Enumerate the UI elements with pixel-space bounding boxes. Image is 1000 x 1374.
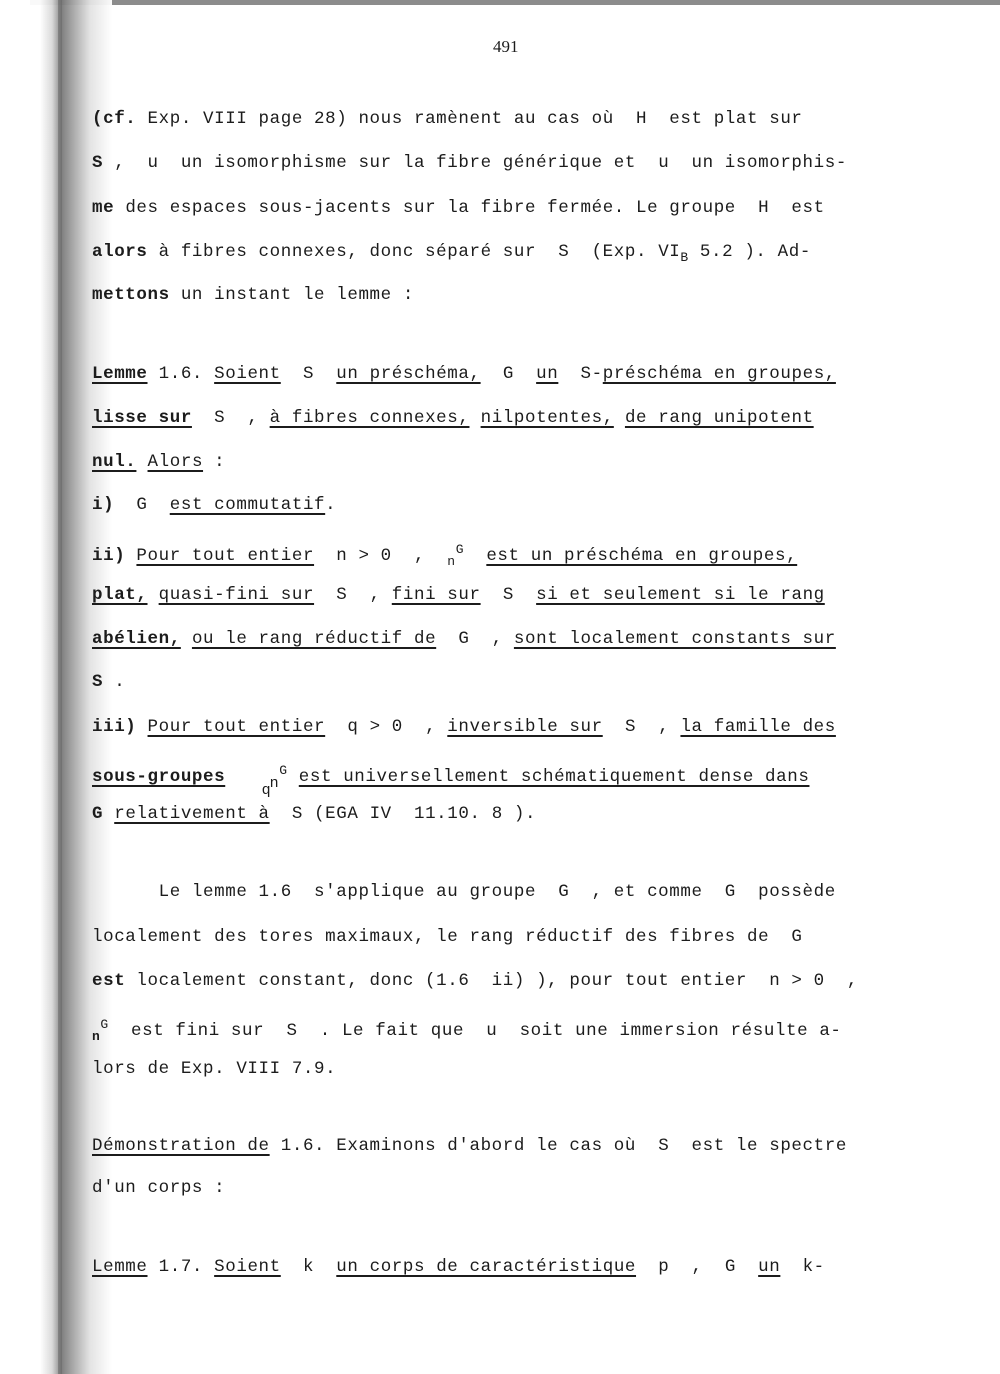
text-line: lisse sur S , à fibres connexes, nilpotentes, de rang unipotent xyxy=(92,408,814,428)
lemma-title: Lemme xyxy=(92,364,148,384)
text-line: S . xyxy=(92,672,126,692)
text-line: me des espaces sous-jacents sur la fibre fermée. Le groupe H est xyxy=(92,198,825,218)
text-line: lors de Exp. VIII 7.9. xyxy=(92,1059,337,1079)
lemma-1-7-header: Lemme 1.7. Soient k un corps de caractéristique p , G un k- xyxy=(92,1257,825,1277)
subscript: B xyxy=(680,250,689,265)
page-number: 491 xyxy=(493,37,519,56)
scan-top-edge xyxy=(30,0,1000,5)
text-line: S , u un isomorphisme sur la fibre générique et u un isomorphis- xyxy=(92,153,847,173)
lemma-item-ii: ii) Pour tout entier n > 0 , $_n^G$ est un préschéma en groupes, xyxy=(92,542,798,569)
text-line: sous-groupes q $n^G$ est universellement schématiquement dense dans xyxy=(92,763,810,799)
text-line: est localement constant, donc (1.6 ii) ), pour tout entier n > 0 , xyxy=(92,971,859,991)
text-line: d'un corps : xyxy=(92,1178,226,1198)
demonstration-heading: Démonstration de 1.6. Examinons d'abord le cas où S est le spectre xyxy=(92,1136,847,1156)
text-line: G relativement à S (EGA IV 11.10. 8 ). xyxy=(92,804,537,824)
text-line: plat, quasi-fini sur S , fini sur S si et seulement si le rang xyxy=(92,585,825,605)
text-line: alors à fibres connexes, donc séparé sur S (Exp. $VI_B$ 5.2 ). Ad- xyxy=(92,242,811,265)
scan-binding-edge xyxy=(58,0,62,1374)
text-line: Le lemme 1.6 s'applique au groupe G , et comme G possède xyxy=(92,882,836,902)
lemma-title: Lemme xyxy=(92,1257,148,1277)
text-line: (cf. Exp. VIII page 28) nous ramènent au cas où H est plat sur xyxy=(92,109,803,129)
text-line: abélien, ou le rang réductif de G , sont localement constants sur xyxy=(92,629,836,649)
text-line: localement des tores maximaux, le rang réductif des fibres de G xyxy=(92,927,803,947)
lemma-1-6-header: Lemme 1.6. Soient S un préschéma, G un S-préschéma en groupes, xyxy=(92,364,836,384)
text-line: $_n^G$ est fini sur S . Le fait que u soit une immersion résulte a- xyxy=(92,1017,842,1044)
text-line: mettons un instant le lemme : xyxy=(92,285,414,305)
lemma-item-i: i) G est commutatif. xyxy=(92,495,337,515)
lemma-item-iii: iii) Pour tout entier q > 0 , inversible sur S , la famille des xyxy=(92,717,836,737)
text-line: nul. Alors : xyxy=(92,452,226,472)
